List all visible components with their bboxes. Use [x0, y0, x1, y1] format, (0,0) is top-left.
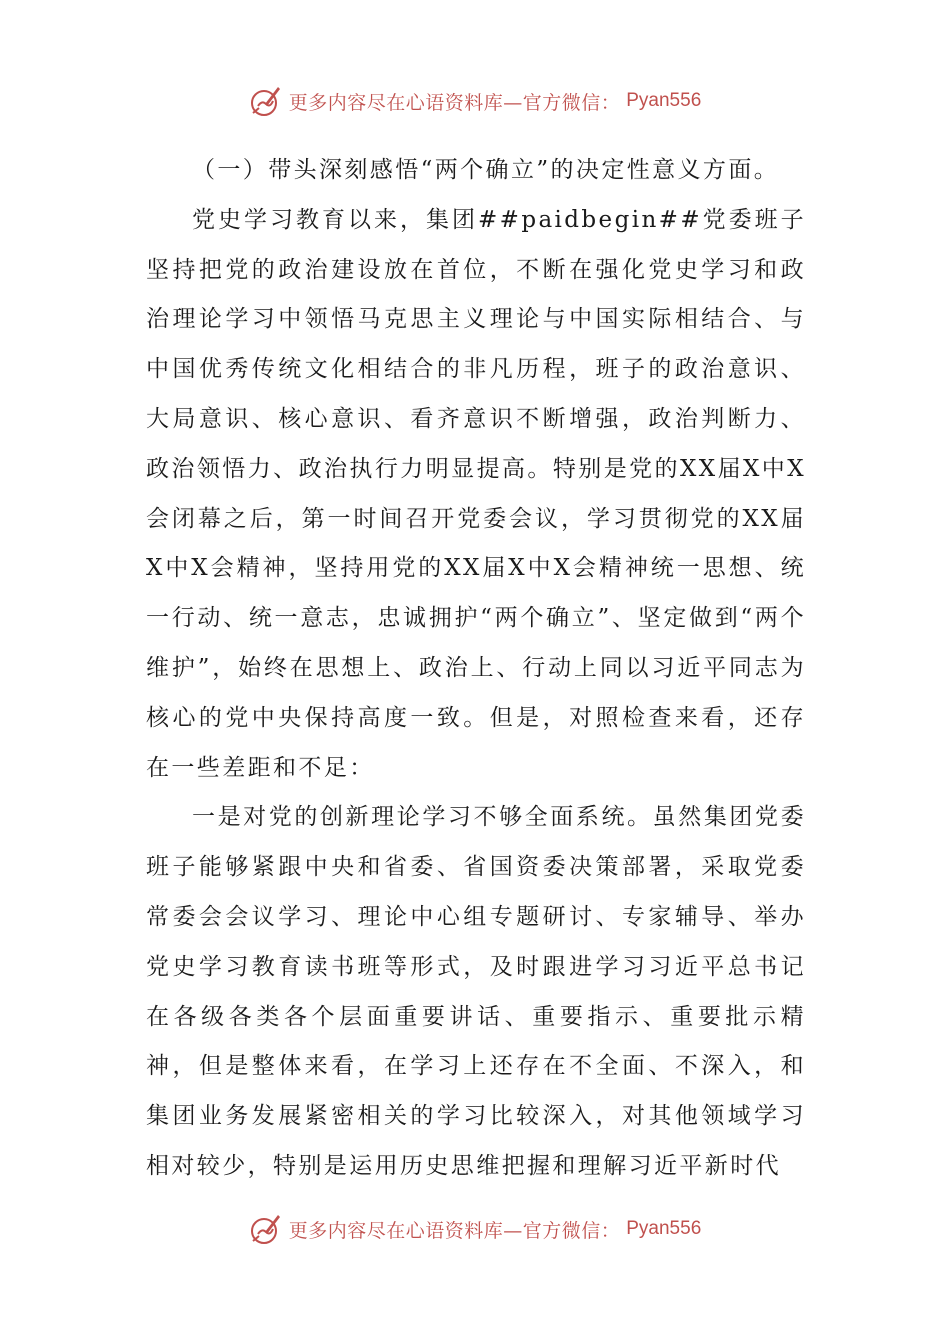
- quill-seal-icon: [249, 84, 283, 118]
- watermark-text: 更多内容尽在心语资料库—官方微信：: [288, 91, 621, 114]
- section-heading: （一）带头深刻感悟“两个确立”的决定性意义方面。: [192, 157, 780, 183]
- footer-watermark: [0, 1212, 950, 1246]
- watermark-text: 更多内容尽在心语资料库—官方微信：: [288, 1219, 621, 1242]
- quill-seal-icon: [249, 1212, 283, 1246]
- watermark-wechat-id: Pyan556: [626, 1218, 702, 1239]
- document-body: [146, 146, 806, 1192]
- watermark-wechat-id: Pyan556: [626, 90, 702, 111]
- paragraph-1: 党史学习教育以来，集团##paidbegin##党委班子坚持把党的政治建设放在首位，不断在强化党史学习和政治理论学习中领悟马克思主义理论与中国实际相结合、与中国优秀传统文化相结合的非凡历程，班子的政治意识、大局意识、核心意识、看齐意识不断增强，政治判断力、政治领悟力、政治执行力明显提高。特别是党的XX届X中X会闭幕之后，第一时间召开党委会议，学习贯彻党的XX届X中X会精神，坚持用党的XX届X中X会精神统一思想、统一行动、统一意志，忠诚拥护“两个确立”、坚定做到“两个维护”，始终在思想上、政治上、行动上同以习近平同志为核心的党中央保持高度一致。但是，对照检查来看，还存在一些差距和不足：: [146, 206, 806, 781]
- paragraph-2: 一是对党的创新理论学习不够全面系统。虽然集团党委班子能够紧跟中央和省委、省国资委决策部署，采取党委常委会会议学习、理论中心组专题研讨、专家辅导、举办党史学习教育读书班等形式，及时跟进学习习近平总书记在各级各类各个层面重要讲话、重要指示、重要批示精神，但是整体来看，在学习上还存在不全面、不深入，和集团业务发展紧密相关的学习比较深入，对其他领域学习相对较少，特别是运用历史思维把握和理解习近平新时代: [146, 804, 806, 1179]
- header-watermark: [0, 84, 950, 118]
